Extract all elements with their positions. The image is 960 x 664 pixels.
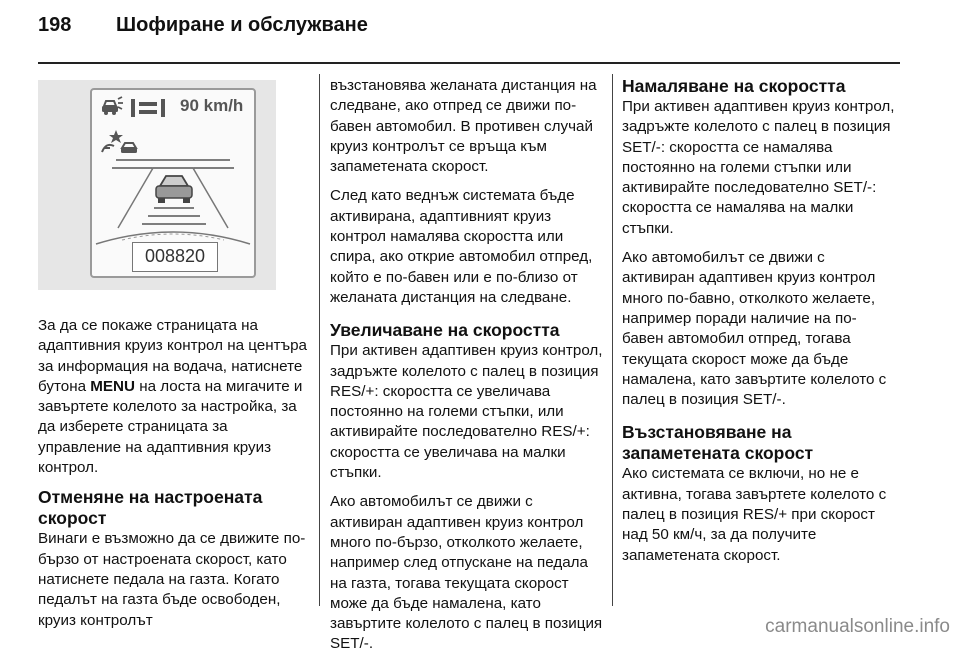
set-speed-readout: 90 km/h [180,96,244,115]
vehicle-ahead-sensor-icon [98,96,124,124]
paragraph-text: на лоста на мигачите и завъртете колелото за настройка, за да изберете страницата за управление на адаптивния круиз контрол. [38,377,303,477]
column-divider-2 [612,74,613,606]
page-number: 198 [38,14,72,36]
paragraph-cancel-speed: Винаги е възможно да се движите по-бързо от настроената скорост, като натиснете педала на газта. Когато педалът на газта бъде освободен, круиз контролът [38,530,306,629]
paragraph-decrease-speed: При активен адаптивен круиз контрол, задръжте колелото с палец в позиция SET/-: скоростта се намалява постоянно на големи стъпки или активирайте последователно SET/-: скоростта се намалява на малки стъпки. [622,98,895,237]
menu-button-label: MENU [90,377,135,395]
paragraph-too-slow: Ако автомобилът се движи с активиран адаптивен круиз контрол много по-бавно, отколкото желаете, например поради наличие на по-бавен автомобил отпред, тогава текущата скорост може да бъде намалена, като завъртите колелото с палец в позиция SET/-. [622,249,887,409]
heading-decrease-speed: Намаляване на скоростта [622,76,846,96]
paragraph-increase-speed: При активен адаптивен круиз контрол, задръжте колелото с палец в позиция RES/+: скоростта се увеличава постоянно на големи стъпки, или активирайте последователно RES/+: скоростта се увеличава на малки стъпки. [330,342,603,482]
odometer-box [132,242,218,272]
cruise-display-figure [38,80,276,290]
column-1 [38,76,314,640]
paragraph-text: За да се покаже страницата на адаптивния круиз контрол на центъра за информация на водача, натиснете бутона [38,317,307,395]
paragraph-system-active: След като веднъж системата бъде активирана, адаптивният круиз контрол намалява скоростта или спира, ако открие автомобил отпред, който е по-бавен или е по-близо от желаната дистанция на следване. [330,187,593,306]
column-3 [622,76,898,575]
heading-resume-speed: Възстановяване на запаметената скорост [622,422,814,464]
distance-bars-icon [130,98,166,124]
paragraph-resume-speed: Ако системата се включи, но не е активна, тогава завъртете колелото с палец в позиция RES/+ при скорост над 50 км/ч, за да получите запаметената скорост. [622,465,887,564]
column-divider-1 [319,74,320,606]
info-display [90,88,256,278]
column-2 [330,76,606,664]
watermark: carmanualsonline.info [765,616,950,637]
header-rule [38,62,900,64]
paragraph-too-fast: Ако автомобилът се движи с активиран адаптивен круиз контрол много по-бързо, отколкото желаете, например след отпускане на педала на газта, тогава текущата скорост може да бъде намалена, като завъртите колелото с палец в позиция SET/-. [330,493,603,653]
paragraph-resume-distance: възстановява желаната дистанция на следване, ако отпред се движи по-бавен автомобил. В противен случай круиз контролът се връща към запаметената скорост. [330,77,597,176]
page-title: Шофиране и обслужване [116,14,368,36]
paragraph-menu [38,316,314,478]
heading-cancel-speed: Отменяне на настроената скорост [38,487,263,529]
odometer-value: 008820 [144,246,206,266]
heading-increase-speed: Увеличаване на скоростта [330,320,560,341]
